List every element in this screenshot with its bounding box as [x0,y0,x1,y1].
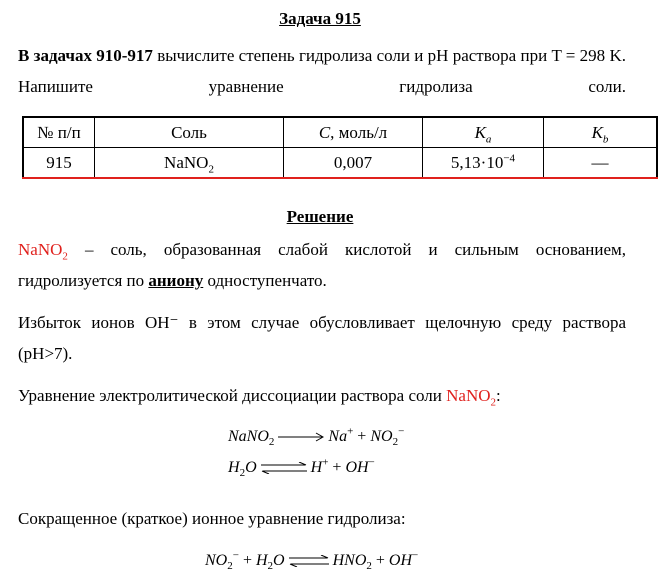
task-title: Задача 915 [279,9,361,28]
equilibrium-arrow-icon [261,462,307,474]
task-text: вычислите степень гидролиза соли и pH раствора при T = 298 K. Напишите уравнение гидролиза соли. [18,46,626,96]
solution-heading: Решение [286,207,354,226]
col-concentration-header: C, моль/л [284,117,423,148]
cell-kb: — [544,148,658,179]
data-table [22,116,658,179]
task-statement [18,40,626,102]
equation-ionic-hydrolysis: $NO_2^- + H_2O$ $HNO_2 + OH^-$ [205,549,419,572]
paragraph-salt-description: NaNO$_2$ – соль, образованная слабой кислотой и сильным основанием, [18,240,626,263]
table-row [23,148,657,179]
equilibrium-arrow-icon [289,555,329,567]
col-ka-header: $K_a$ [423,117,544,148]
right-arrow-icon [278,432,324,442]
equation-dissociation-water: $H_2O$ H+ + OH− [228,456,375,480]
table-header-row [23,117,657,148]
col-number-header: № п/п [23,117,95,148]
paragraph-alkaline-line2: (pH>7). [18,344,73,363]
paragraph-ionic-equation: Сокращенное (краткое) ионное уравнение гидролиза: [18,509,406,528]
cell-ka: $5,13\cdot 10^{-4}$ [423,148,544,179]
equation-dissociation-salt: NaNO$_2$ $Na^+ + NO_2^-$ [228,425,405,449]
cell-concentration: 0,007 [284,148,423,179]
paragraph-hydrolysis-type: гидролизуется по аниону одноступенчато. [18,271,327,290]
paragraph-alkaline-line1: Избыток ионов OH⁻ в этом случае обусловливает щелочную среду раствора [18,313,626,332]
salt-formula-inline: NaNO$_2$ [446,386,497,409]
col-kb-header: $K_b$ [544,117,658,148]
anion-term: аниону [148,271,204,290]
cell-salt: NaNO$_2$ [95,148,284,179]
paragraph-dissociation: Уравнение электролитической диссоциации раствора соли NaNO$_2$: [18,386,501,409]
task-range: В задачах 910-917 [18,46,153,65]
salt-formula: NaNO$_2$ [18,240,68,263]
col-salt-header: Соль [95,117,284,148]
cell-number: 915 [23,148,95,179]
